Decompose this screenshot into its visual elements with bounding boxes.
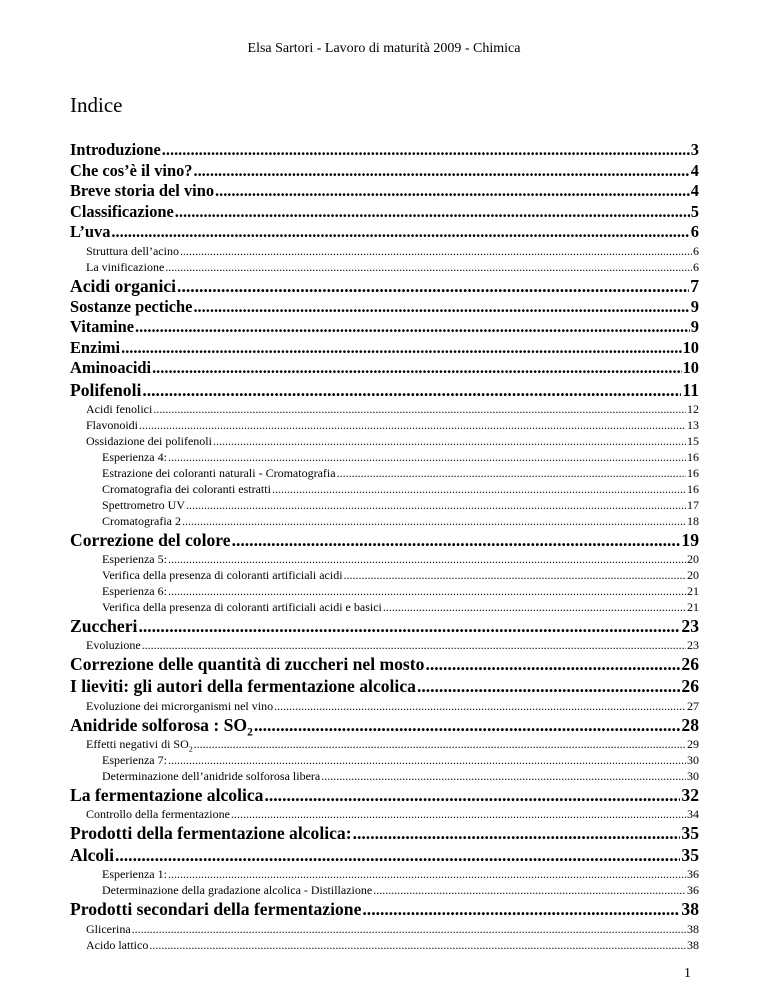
toc-entry-label: Evoluzione	[86, 638, 141, 653]
toc-leader-dots	[180, 243, 692, 259]
toc-leader-dots	[193, 161, 689, 182]
toc-entry-label: Correzione delle quantità di zuccheri nel mosto	[70, 654, 425, 675]
toc-entry-label: Esperienza 5:	[102, 552, 167, 567]
toc-leader-dots	[186, 497, 686, 513]
toc-entry-label: Prodotti della fermentazione alcolica:	[70, 823, 352, 843]
toc-entry-page: 32	[681, 784, 699, 805]
toc-entry-page: 20	[687, 552, 699, 567]
toc-leader-dots	[194, 736, 686, 752]
toc-leader-dots	[138, 615, 680, 637]
toc-entry-label: Introduzione	[70, 140, 161, 159]
toc-entry-page: 12	[687, 401, 699, 416]
toc-entry-label: Vitamine	[70, 317, 135, 337]
toc-entry-label: Verifica della presenza di coloranti artificiali acidi e basici	[102, 600, 382, 615]
toc-entry-label: Ossidazione dei polifenoli	[86, 433, 212, 448]
toc-entry-label: Evoluzione dei microrganismi nel vino	[86, 698, 274, 713]
toc-entry[interactable]	[70, 736, 699, 752]
toc-entry[interactable]	[70, 567, 699, 583]
toc-entry-label: Esperienza 4:	[102, 449, 167, 464]
toc-entry-label: I lieviti: gli autori della fermentazione alcolica	[70, 676, 416, 697]
toc-entry-subscript: 2	[188, 744, 193, 752]
toc-entry-page: 9	[690, 296, 699, 316]
toc-entry-page: 18	[687, 513, 699, 528]
toc-entry-page: 4	[690, 160, 699, 180]
toc-entry-page: 16	[687, 465, 699, 480]
toc-entry-label: Acido lattico	[86, 937, 149, 952]
toc-leader-dots	[362, 898, 680, 920]
toc-entry-label: Prodotti secondari della fermentazione	[70, 899, 362, 920]
toc-entry-page: 3	[690, 140, 699, 159]
toc-entry-label: Polifenoli	[70, 379, 142, 400]
toc-entry-label: Anidride solforosa : $SO_2$	[70, 714, 254, 736]
toc-leader-dots	[417, 675, 680, 697]
toc-entry-label: Zuccheri	[70, 616, 138, 637]
toc-entry[interactable]	[70, 806, 699, 822]
toc-entry[interactable]	[70, 481, 699, 497]
toc-leader-dots	[274, 698, 686, 714]
toc-entry[interactable]	[70, 275, 699, 297]
toc-entry[interactable]	[70, 714, 699, 736]
toc-leader-dots	[152, 358, 682, 379]
toc-entry-label: Controllo della fermentazione	[86, 807, 230, 821]
toc-entry-label: Acidi fenolici	[86, 401, 153, 416]
toc-entry-page: 11	[682, 379, 699, 400]
toc-entry-label: Spettrometro UV	[102, 497, 185, 512]
toc-leader-dots	[232, 529, 681, 551]
toc-leader-dots	[132, 921, 686, 937]
toc-leader-dots	[168, 551, 686, 567]
toc-entry[interactable]	[70, 615, 699, 637]
toc-leader-dots	[168, 866, 686, 882]
toc-entry-label: Alcoli	[70, 845, 114, 866]
toc-leader-dots	[344, 567, 686, 583]
toc-entry-page: 19	[681, 529, 699, 550]
toc-entry-page: 7	[690, 275, 699, 296]
toc-entry[interactable]	[70, 259, 699, 275]
toc-entry-label: Esperienza 6:	[102, 584, 167, 599]
toc-leader-dots	[215, 181, 690, 202]
toc-entry-page: 6	[693, 259, 699, 274]
toc-entry-page: 38	[687, 921, 699, 936]
toc-entry[interactable]	[70, 317, 699, 338]
toc-entry-label: Verifica della presenza di coloranti artificiali acidi	[102, 568, 343, 583]
toc-entry-label: Flavonoidi	[86, 417, 139, 432]
toc-leader-dots	[115, 844, 680, 866]
toc-entry[interactable]	[70, 898, 699, 920]
toc-entry[interactable]	[70, 698, 699, 714]
toc-entry[interactable]	[70, 768, 699, 784]
toc-entry[interactable]	[70, 822, 699, 844]
toc-entry-page: 28	[681, 714, 699, 735]
toc-entry-label: Sostanze pectiche	[70, 296, 193, 316]
toc-leader-dots	[175, 202, 690, 223]
toc-leader-dots	[142, 637, 686, 653]
toc-entry-page: 38	[681, 899, 699, 920]
toc-entry-page: 10	[682, 358, 699, 378]
toc-entry-label: La fermentazione alcolica	[70, 784, 264, 805]
toc-leader-dots	[272, 481, 686, 497]
toc-entry[interactable]	[70, 583, 699, 599]
toc-entry-page: 6	[693, 243, 699, 258]
toc-entry[interactable]	[70, 551, 699, 567]
toc-entry-label: Acidi organici	[70, 275, 177, 296]
toc-entry-page: 36	[687, 867, 699, 882]
toc-leader-dots	[153, 401, 686, 417]
toc-leader-dots	[193, 297, 689, 318]
toc-entry-label: Breve storia del vino	[70, 181, 215, 200]
page-header: Elsa Sartori - Lavoro di maturità 2009 - Chimica	[247, 41, 521, 56]
toc-entry-page: 35	[681, 823, 699, 843]
toc-entry-label: Estrazione dei coloranti naturali - Cromatografia	[102, 465, 336, 480]
toc-entry[interactable]	[70, 181, 699, 202]
toc-entry[interactable]	[70, 465, 699, 481]
toc-entry-page: 30	[687, 768, 699, 783]
toc-entry-subscript: 2	[247, 726, 253, 736]
toc-entry-label: L’uva	[70, 222, 111, 241]
toc-entry-label: Struttura dell’acino	[86, 243, 179, 258]
toc-leader-dots	[168, 449, 686, 465]
toc-entry[interactable]	[70, 784, 699, 806]
toc-entry-label: Esperienza 1:	[102, 867, 167, 882]
toc-leader-dots	[135, 317, 690, 338]
toc-leader-dots	[139, 417, 686, 433]
toc-entry-page: 35	[681, 845, 699, 866]
toc-leader-dots	[264, 784, 680, 806]
toc-leader-dots	[231, 806, 686, 822]
toc-entry-page: 30	[687, 752, 699, 767]
toc-entry-page: 26	[681, 676, 699, 697]
toc-entry[interactable]	[70, 449, 699, 465]
toc-entry-label: Cromatografia 2	[102, 513, 181, 528]
toc-entry-label: Glicerina	[86, 921, 131, 936]
toc-entry-label: Esperienza 7:	[102, 752, 167, 767]
toc-entry-page: 4	[690, 181, 699, 200]
toc-entry-page: 15	[687, 433, 699, 448]
toc-entry-page: 23	[687, 638, 699, 653]
toc-entry[interactable]	[70, 338, 699, 359]
toc-entry-label: Enzimi	[70, 337, 121, 357]
page-number: 1	[684, 966, 691, 981]
toc-entry[interactable]	[70, 222, 699, 243]
toc-entry[interactable]	[70, 379, 699, 401]
toc-entry[interactable]	[70, 653, 699, 675]
toc-entry-label: Cromatografia dei coloranti estratti	[102, 481, 271, 496]
toc-entry-page: 20	[687, 568, 699, 583]
toc-entry[interactable]	[70, 513, 699, 529]
toc-entry[interactable]	[70, 161, 699, 182]
toc-leader-dots	[168, 583, 686, 599]
toc-entry-page: 21	[687, 600, 699, 615]
toc-entry[interactable]	[70, 882, 699, 898]
toc-entry-label: Classificazione	[70, 201, 174, 221]
toc-entry-page: 10	[682, 337, 699, 357]
toc-entry[interactable]	[70, 599, 699, 615]
toc-entry[interactable]	[70, 866, 699, 882]
toc-entry[interactable]	[70, 937, 699, 953]
toc-leader-dots	[383, 599, 686, 615]
toc-entry[interactable]	[70, 202, 699, 223]
toc-leader-dots	[162, 140, 690, 161]
toc-entry-page: 27	[687, 698, 699, 713]
toc-entry-page: 21	[687, 584, 699, 599]
toc-entry-label: Determinazione della gradazione alcolica - Distillazione	[102, 883, 373, 898]
toc-entry-page: 17	[687, 497, 699, 512]
toc-leader-dots	[353, 822, 681, 844]
toc-entry[interactable]	[70, 921, 699, 937]
toc-title: Indice	[70, 93, 123, 117]
toc-leader-dots	[111, 222, 689, 243]
toc-leader-dots	[121, 338, 682, 359]
toc-entry-page: 23	[681, 616, 699, 637]
toc-entry-page: 38	[687, 937, 699, 952]
toc-leader-dots	[321, 768, 686, 784]
toc-entry[interactable]	[70, 433, 699, 449]
toc-entry-label: Correzione del colore	[70, 529, 231, 550]
toc-entry[interactable]	[70, 752, 699, 768]
toc-entry-page: 16	[687, 449, 699, 464]
toc-entry[interactable]	[70, 401, 699, 417]
toc-entry[interactable]	[70, 844, 699, 866]
toc-leader-dots	[337, 465, 686, 481]
toc-leader-dots	[213, 433, 686, 449]
toc-entry[interactable]	[70, 417, 699, 433]
toc-entry-page: 29	[687, 736, 699, 751]
toc-entry-page: 36	[687, 883, 699, 898]
toc-leader-dots	[149, 937, 686, 953]
toc-entry[interactable]	[70, 297, 699, 318]
toc-entry-page: 13	[687, 417, 699, 432]
toc-leader-dots	[165, 259, 692, 275]
toc-entry-label: La vinificazione	[86, 259, 165, 274]
toc-leader-dots	[182, 513, 686, 529]
toc-leader-dots	[142, 379, 681, 401]
toc-leader-dots	[254, 714, 681, 736]
toc-entry-page: 34	[687, 807, 699, 821]
toc-entry-page: 16	[687, 481, 699, 496]
toc-leader-dots	[425, 653, 680, 675]
toc-leader-dots	[177, 275, 689, 297]
toc-entry[interactable]	[70, 243, 699, 259]
toc-entry-page: 26	[681, 654, 699, 675]
toc-entry-page: 6	[690, 222, 699, 241]
toc-entry[interactable]	[70, 358, 699, 379]
toc-entry-label: Aminoacidi	[70, 358, 152, 378]
toc-entry-page: 5	[690, 201, 699, 221]
toc-entry-label: Che cos’è il vino?	[70, 160, 193, 180]
table-of-contents	[70, 140, 699, 953]
toc-entry-page: 9	[690, 317, 699, 337]
toc-entry[interactable]	[70, 140, 699, 161]
toc-entry[interactable]	[70, 637, 699, 653]
toc-leader-dots	[373, 882, 686, 898]
toc-entry-label: Determinazione dell’anidride solforosa libera	[102, 768, 321, 783]
toc-leader-dots	[168, 752, 686, 768]
toc-entry[interactable]	[70, 529, 699, 551]
toc-entry[interactable]	[70, 497, 699, 513]
toc-entry-label: Effetti negativi di $SO_2$	[86, 736, 193, 752]
toc-entry[interactable]	[70, 675, 699, 697]
